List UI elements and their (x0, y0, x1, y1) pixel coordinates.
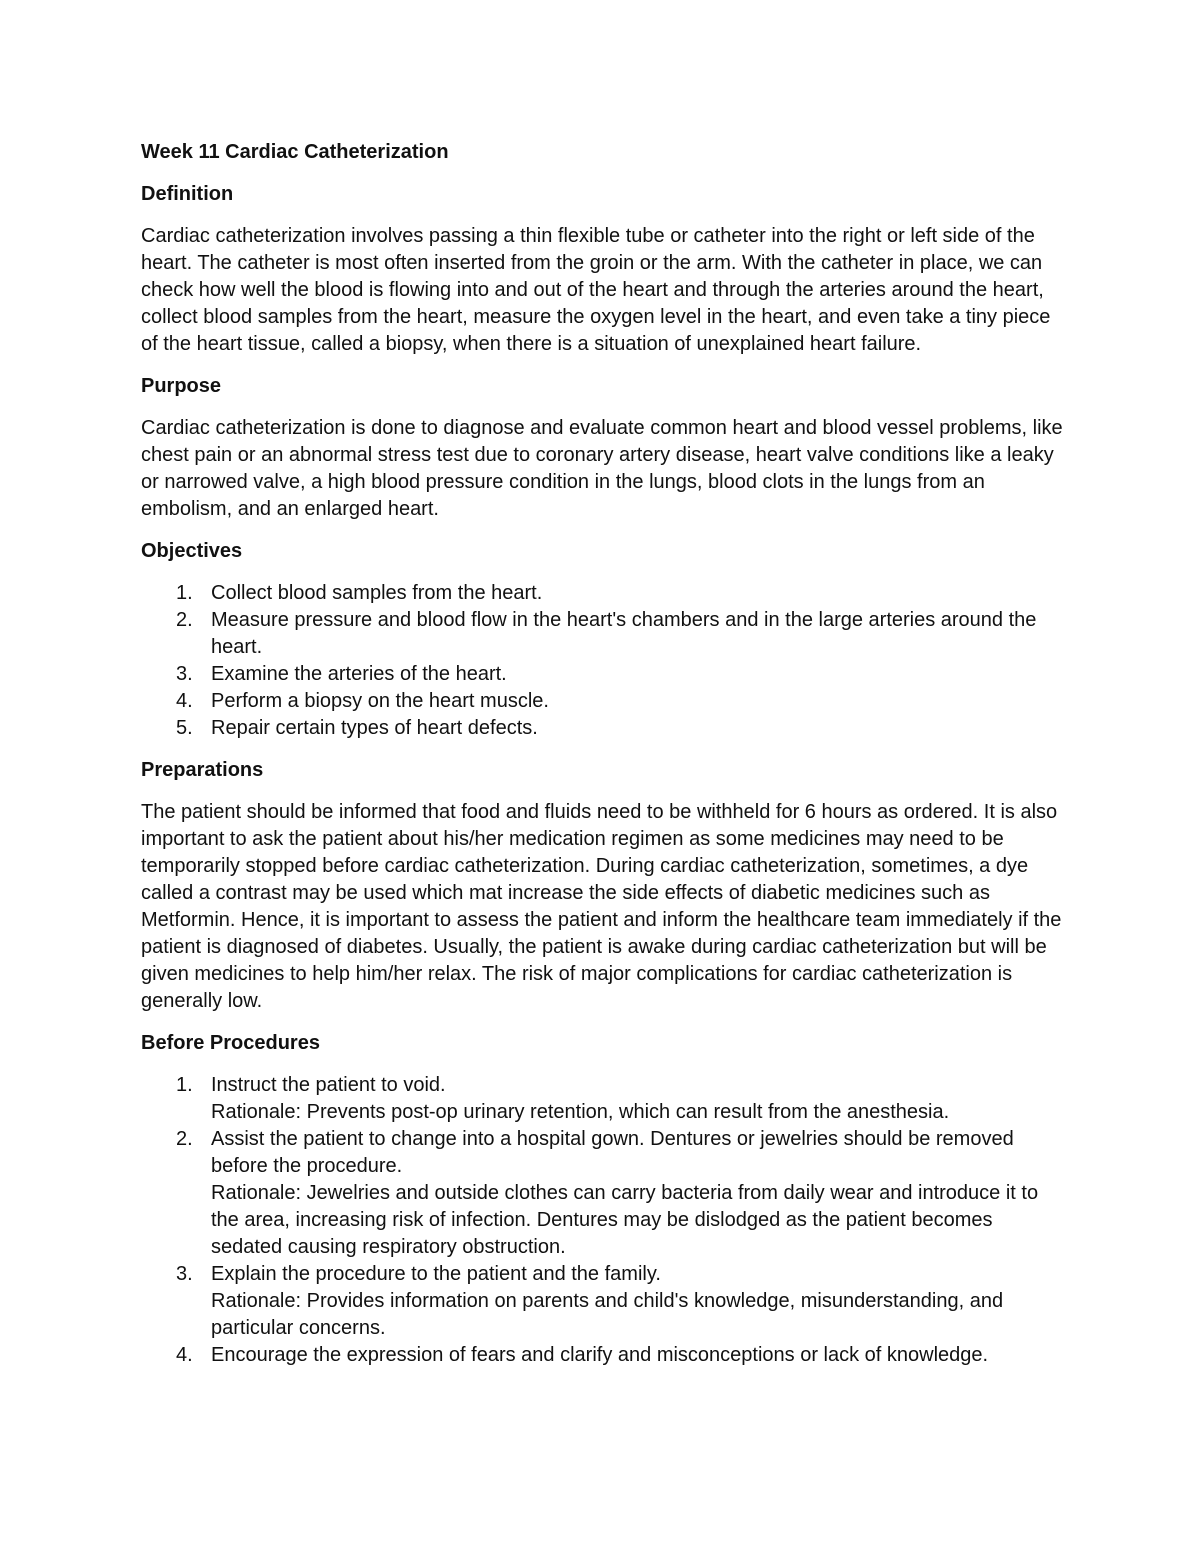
document-title: Week 11 Cardiac Catheterization (141, 141, 449, 163)
list-item (141, 688, 1066, 715)
list-number: 4. (176, 690, 193, 712)
list-number: 1. (176, 1074, 193, 1096)
objectives-heading: Objectives (141, 540, 243, 562)
rationale-text: Rationale: Jewelries and outside clothes can carry bacteria from daily wear and introduce it to the area, increasing risk of infection. Dentures may be dislodged as the patient becomes sedated causing respiratory obstruction. (211, 1182, 1039, 1258)
definition-heading: Definition (141, 183, 234, 205)
list-number: 3. (176, 663, 193, 685)
list-number: 5. (176, 717, 193, 739)
list-item (141, 607, 1066, 661)
list-item (141, 1126, 1066, 1261)
document-page (141, 139, 1066, 1384)
purpose-heading: Purpose (141, 375, 222, 397)
rationale-text: Rationale: Provides information on parents and child's knowledge, misunderstanding, and particular concerns. (211, 1290, 1004, 1339)
list-item-text: Measure pressure and blood flow in the heart's chambers and in the large arteries around the heart. (211, 609, 1037, 658)
list-item (141, 715, 1066, 742)
list-number: 2. (176, 609, 193, 631)
list-item (141, 1072, 1066, 1126)
rationale-text: Rationale: Prevents post-op urinary retention, which can result from the anesthesia. (211, 1101, 950, 1123)
list-number: 2. (176, 1128, 193, 1150)
list-item-text: Perform a biopsy on the heart muscle. (211, 690, 549, 712)
before-procedures-heading: Before Procedures (141, 1032, 320, 1054)
preparations-text: The patient should be informed that food and fluids need to be withheld for 6 hours as ordered. It is also important to ask the patient about his/her medication regimen as some medicines may need to be temporarily stopped before cardiac catheterization. During cardiac catheterization, sometimes, a dye called a contrast may be used which mat increase the side effects of diabetic medicines such as Metformin. Hence, it is important to assess the patient and inform the healthcare team immediately if the patient is diagnosed of diabetes. Usually, the patient is awake during cardiac catheterization but will be given medicines to help him/her relax. The risk of major complications for cardiac catheterization is generally low. (141, 801, 1062, 1012)
list-number: 3. (176, 1263, 193, 1285)
list-item (141, 661, 1066, 688)
list-item-text: Encourage the expression of fears and clarify and misconceptions or lack of knowledge. (211, 1344, 989, 1366)
list-item (141, 580, 1066, 607)
list-item-text: Repair certain types of heart defects. (211, 717, 538, 739)
list-item-text: Explain the procedure to the patient and the family. (211, 1263, 661, 1285)
preparations-heading: Preparations (141, 759, 264, 781)
definition-text: Cardiac catheterization involves passing a thin flexible tube or catheter into the right or left side of the heart. The catheter is most often inserted from the groin or the arm. With the catheter in place, we can check how well the blood is flowing into and out of the heart and through the arteries around the heart, collect blood samples from the heart, measure the oxygen level in the heart, and even take a tiny piece of the heart tissue, called a biopsy, when there is a situation of unexplained heart failure. (141, 225, 1051, 355)
list-item-text: Instruct the patient to void. (211, 1074, 446, 1096)
objectives-list (141, 580, 1066, 742)
list-item-text: Assist the patient to change into a hospital gown. Dentures or jewelries should be removed before the procedure. (211, 1128, 1014, 1177)
before-procedures-list (141, 1072, 1066, 1369)
purpose-text: Cardiac catheterization is done to diagnose and evaluate common heart and blood vessel problems, like chest pain or an abnormal stress test due to coronary artery disease, heart valve conditions like a leaky or narrowed valve, a high blood pressure condition in the lungs, blood clots in the lungs from an embolism, and an enlarged heart. (141, 417, 1063, 520)
list-number: 4. (176, 1344, 193, 1366)
list-item (141, 1342, 1066, 1369)
list-item-text: Collect blood samples from the heart. (211, 582, 543, 604)
list-item (141, 1261, 1066, 1342)
list-item-text: Examine the arteries of the heart. (211, 663, 507, 685)
list-number: 1. (176, 582, 193, 604)
